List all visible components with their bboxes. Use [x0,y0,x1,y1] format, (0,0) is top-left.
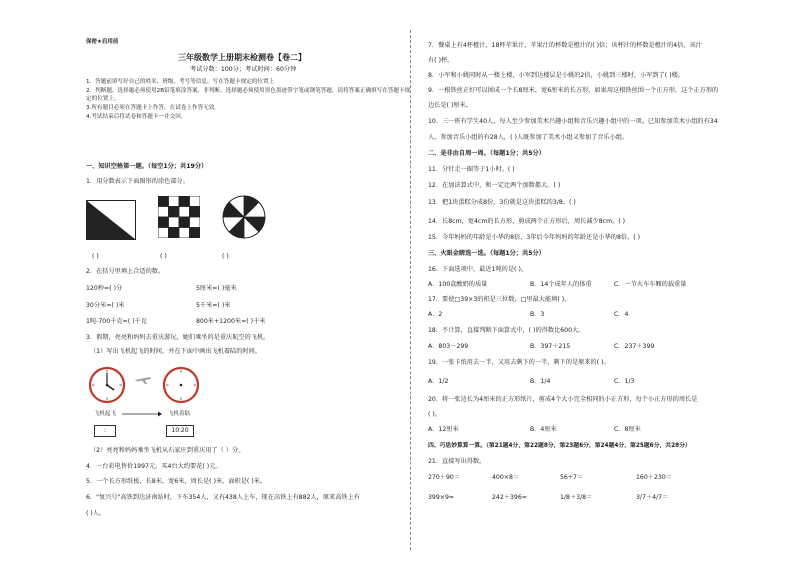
landing-clock [162,366,200,404]
question-10: 10．三一班有学生40人，每人至少参加美术兴趣小组和音乐兴趣小组中的一项。已知参加美术小组的有34 [428,118,718,125]
calc-2-4[interactable]: 3/7＋4/7＝ [636,494,669,501]
section-1-heading: 一、知识空格第一题。（每空1分；共19分） [86,163,208,170]
landing-label: 飞机着陆 [168,411,191,417]
airplane-icon [134,373,152,385]
fraction-blank-3[interactable]: ( ) [222,253,229,260]
calc-1-3[interactable]: 56÷7＝ [560,474,584,481]
takeoff-time-box[interactable]: : [94,425,116,437]
question-6-end[interactable]: ( )人。 [86,510,106,517]
q20-option-b[interactable]: B．4厘米 [530,426,557,433]
q18-option-a[interactable]: A．803－299 [428,343,469,350]
tf-12[interactable]: 12．在加法算式中，和一定比两个加数都大。( ) [428,182,561,189]
question-3-part-1: （1）写出飞机起飞的时间，并在下面中画出飞机着陆的时间。 [90,348,261,355]
question-8[interactable]: 8．小军和小姚同时从一楼上楼，小军到达楼层是小姚的2倍，小姚到三楼时，小军到了( )楼。 [428,72,684,79]
question-1: 1．用分数表示下面图形的涂色部分。 [86,178,189,185]
tf-11[interactable]: 11．分针走一圈等于1小时。( ) [428,166,515,173]
question-19[interactable]: 19．一张卡纸用去一半，又用去剩下的一半，剩下的是原来的( )。 [428,359,610,366]
note-4: 4.考试结束后将试卷和答题卡一并交回。 [86,114,187,120]
q17-option-b[interactable]: B．3 [530,311,545,318]
tf-14[interactable]: 14．长8cm，宽4cm的长方形，剪成两个正方形后，周长减少8cm。( ) [428,218,626,225]
fraction-blank-2[interactable]: ( ) [160,253,167,260]
calc-1-2[interactable]: 400×8＝ [492,474,520,481]
section-2-heading: 二、是非由自周一周。（每题1分；共5分） [428,150,545,157]
tf-13[interactable]: 13．把1块蛋糕分成8份，3份就是这块蛋糕的3/8。( ) [428,199,576,206]
calc-1-1[interactable]: 270＋90＝ [428,474,461,481]
page-title: 三年级数学上册期末检测卷【卷二】 [178,53,306,62]
arrow-icon [122,411,162,417]
question-3-part-2[interactable]: （2）亮亮和妈妈乘坐飞机从石家庄到重庆用了（ ）分。 [90,447,245,454]
q2-line-1a[interactable]: 120秒=( )分 [86,285,123,292]
landing-time-box: 10∶20 [166,425,194,437]
q18-option-c[interactable]: C．237＋399 [614,343,655,350]
q20-option-c[interactable]: C．8厘米 [614,426,641,433]
secret-label: 保密★启用前 [86,39,119,45]
tf-15[interactable]: 15．今年妈妈的年龄是小华的8倍，3年后今年妈妈的年龄还是小华的8倍。( ) [428,234,641,241]
takeoff-clock [88,366,126,404]
question-6[interactable]: 6．"复兴号"高铁到达济南站时，下车354人，又有438人上车，现在高铁上有882人，原来高铁上有 [86,494,360,501]
q2-line-3b[interactable]: 800米+1200米=( )千米 [196,318,266,325]
question-10-end[interactable]: 人，参加音乐小组的有28人，( )人既参加了美术小组又参加了音乐小组。 [428,134,629,141]
note-1: 1．答题前填写好自己的姓名、班级、考号等信息，写在答题卡规定的位置上 [86,79,275,85]
circle-fraction-figure [222,195,266,239]
grid-fraction-figure [158,196,200,238]
q16-option-b[interactable]: B．14个成年人的体重 [530,281,592,288]
question-9: 9．一根铁丝正好可以围成一个长8厘米，宽6厘米的长方形，如果用这根铁丝围一个正方形，这个正方形的 [428,87,719,94]
q2-line-2b[interactable]: 5千米=( )米 [196,302,231,309]
q19-option-a[interactable]: A．1/2 [428,378,449,385]
triangle-fraction-figure [86,200,136,240]
q17-option-a[interactable]: A．2 [428,311,443,318]
calc-1-4[interactable]: 160＋230＝ [636,474,672,481]
q2-line-3a[interactable]: 1吨-700千克=( )千克 [86,318,147,325]
question-3: 3．假期，亮亮和妈妈去重庆游玩，她们乘坐的是重庆航空的飞机。 [86,334,270,341]
q17-option-c[interactable]: C．4 [614,311,629,318]
section-4-heading: 四、巧思妙算算一算。（第21题4分，第22题8分，第23题6分，第24题4分，第25题6分，共28分） [428,443,691,449]
q16-option-c[interactable]: C．一节火车车厢的载重量 [614,281,687,288]
q20-option-a[interactable]: A．12厘米 [428,426,459,433]
column-divider [410,30,411,550]
takeoff-label: 飞机起飞 [94,411,117,417]
question-20: 20．将一张边长为4厘米的正方形纸片，剪成4个大小完全相同的小正方形，每个小正方形的周长是 [428,396,698,403]
question-17[interactable]: 17．要使□39×3的积是三位数，□里最大能填( )。 [428,296,571,303]
question-16[interactable]: 16．下面选项中，最近1吨的是( )。 [428,266,528,273]
fraction-blank-1[interactable]: ( ) [92,253,99,260]
q2-line-2a[interactable]: 30分米=( )米 [86,302,125,309]
question-9-end[interactable]: 边长是( )厘米。 [428,102,472,109]
q16-option-a[interactable]: A．100盒酸奶的质量 [428,281,488,288]
question-4[interactable]: 4．一台彩电售价1997元，买4台大约要花( )元。 [86,463,222,470]
question-20-end[interactable]: ( )。 [428,411,441,418]
question-2: 2．在括号里填上合适的数。 [86,268,165,275]
q19-option-b[interactable]: B．1/4 [530,378,551,385]
note-3: 3.所有题目必须在答题卡上作答，在试卷上作答无效。 [86,105,220,111]
q19-option-c[interactable]: C．1/3 [614,378,635,385]
exam-meta: 考试分数：100分；考试时间：60分钟 [190,66,297,73]
question-21: 21．直接写出得数。 [428,458,486,465]
question-18[interactable]: 18．不计算，直接判断下面算式中，( )的得数比600大。 [428,327,585,334]
section-3-heading: 三、火眼金睛选一选。（每题1分；共5分） [428,250,545,257]
q2-line-1b[interactable]: 5厘米=( )毫米 [196,285,237,292]
question-7-end[interactable]: 有( )杯。 [428,57,454,64]
q18-option-b[interactable]: B．397＋215 [530,343,571,350]
note-2: 2．判断题、选择题必须使用2B铅笔填涂答案，非判断、选择题必须使用黑色墨迹签字笔或钢笔答题，请将答案正确填写在答题卡规定的位置上。 [86,88,411,102]
calc-2-1[interactable]: 399×9≈ [428,494,455,501]
calc-2-2[interactable]: 242＋396≈ [492,494,527,501]
calc-2-3[interactable]: 1/8＋3/8＝ [560,494,593,501]
question-7[interactable]: 7．餐桌上有4杯橙汁，18杯苹果汁，苹果汁的杯数是橙汁的( )倍；该杯汁的杯数是橙汁的4倍，该汁 [428,42,702,49]
question-5[interactable]: 5．一个长方形纸板，长8米，宽6米，周长是( )米，面积是( )米。 [86,478,267,485]
